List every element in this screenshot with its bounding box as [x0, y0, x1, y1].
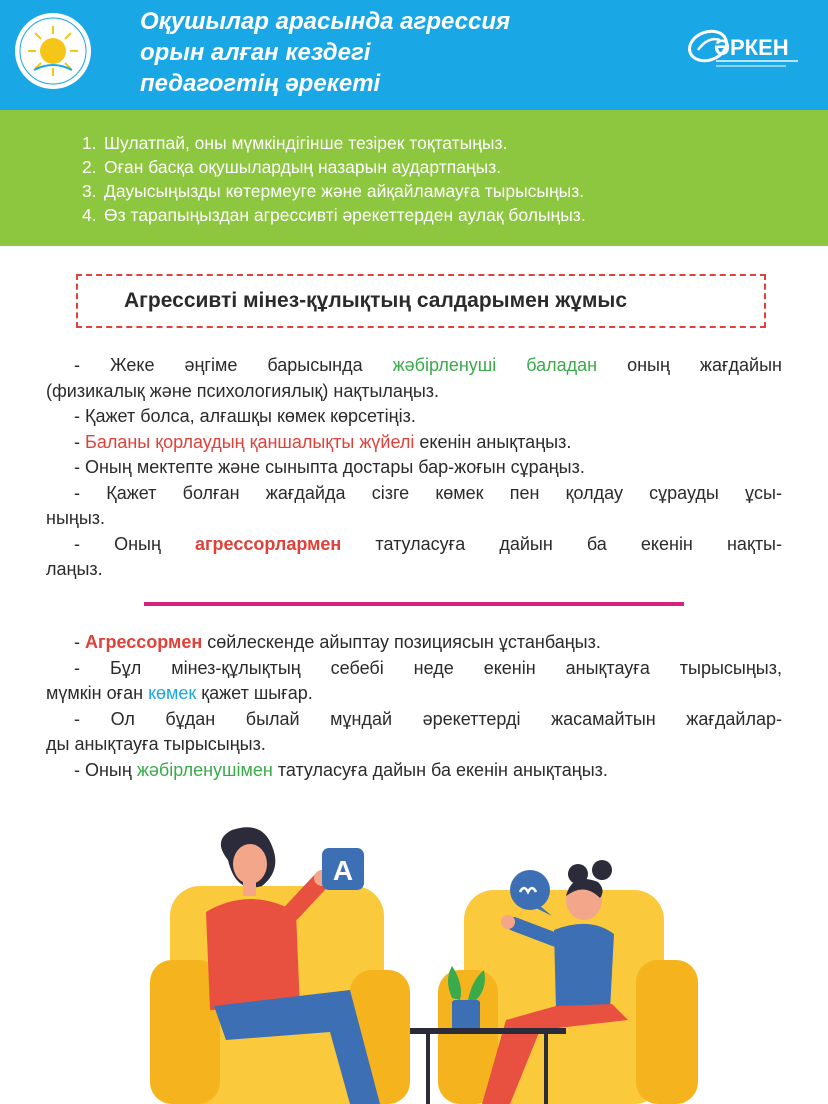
header-title-line-3: педагогтің әрекеті: [140, 70, 381, 97]
step-item: 4. Өз тарапыңыздан агрессивті әрекеттерден аулақ болыңыз.: [82, 205, 586, 225]
steps-list: [82, 131, 586, 227]
aftermath-guidance-block: [46, 353, 782, 583]
header-title-line-2: орын алған кездегі: [140, 39, 371, 66]
text-line: - Қажет болса, алғашқы көмек көрсетіңіз.: [74, 406, 416, 426]
step-item: 1. Шулатпай, оны мүмкіндігінше тезірек тоқтатыңыз.: [82, 133, 508, 153]
text-line: - Қажет болған жағдайда сізге көмек пен қолдау сұрауды ұсы-: [74, 482, 782, 503]
erken-logo-icon: [686, 26, 804, 72]
header-title-line-1: Оқушылар арасында агрессия: [140, 8, 511, 35]
header-banner: [0, 0, 828, 110]
svg-text:A: A: [332, 855, 354, 886]
svg-text:ӘРКЕН: ӘРКЕН: [714, 35, 789, 60]
text-line: - Жеке әңгіме барысында жәбірленуші баладан оның жағдайын: [74, 355, 782, 375]
text-line: (физикалық және психологиялық) нақтылаңыз.: [46, 380, 440, 401]
step-item: 3. Дауысыңызды көтермеуге және айқайламауға тырысыңыз.: [82, 181, 585, 201]
step-item: 2. Оған басқа оқушылардың назарын аудартпаңыз.: [82, 157, 502, 177]
text-line: - Оның жәбірленушімен татуласуға дайын ба екенін анықтаңыз.: [74, 759, 608, 780]
conversation-illustration: [0, 820, 828, 1104]
text-line: ныңыз.: [46, 508, 106, 528]
section-title-box: [76, 274, 766, 328]
aggressor-guidance-block: [46, 630, 782, 783]
steps-band: [0, 110, 828, 246]
section-divider: [144, 602, 684, 606]
text-line: ды анықтауға тырысыңыз.: [46, 734, 266, 754]
text-line: - Бұл мінез-құлықтың себебі неде екенін анықтауға тырысыңыз,: [74, 657, 782, 678]
letter-bubble-icon: [322, 848, 364, 890]
text-line: мүмкін оған көмек қажет шығар.: [46, 683, 313, 703]
text-line: - Ол бұдан былай мұндай әрекеттерді жасамайтын жағдайлар-: [74, 708, 782, 729]
text-line: - Агрессормен сөйлескенде айыптау позициясын ұстанбаңыз.: [74, 632, 601, 652]
text-line: - Баланы қорлаудың қаншалықты жүйелі екенін анықтаңыз.: [74, 431, 572, 452]
text-line: - Оның мектепте және сыныпта достары бар-жоғын сұраңыз.: [74, 457, 585, 477]
text-line: лаңыз.: [46, 559, 103, 579]
section-title: Агрессивті мінез-құлықтың салдарымен жұмыс: [124, 289, 628, 312]
text-line: - Оның агрессорлармен татуласуға дайын ба екенін нақты-: [74, 533, 782, 554]
ministry-emblem-icon: [14, 12, 92, 90]
header-title: [140, 6, 660, 99]
